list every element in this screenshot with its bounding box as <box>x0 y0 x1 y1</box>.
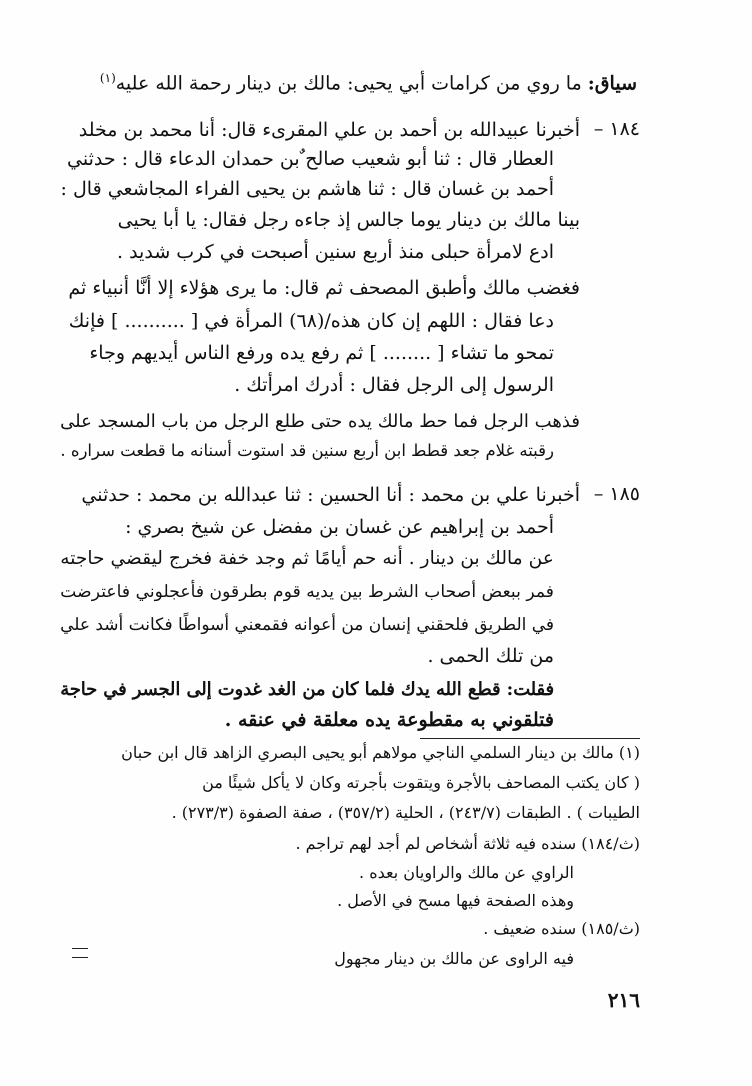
hadith-185-number: ١٨٥ – <box>593 483 640 505</box>
hadith-184-line-5: ادع لامرأة حبلى منذ أربع سنين أصبحت في كرب شديد . <box>117 241 554 263</box>
hadith-185-line-4: فمر ببعض أصحاب الشرط بين يديه قوم بطرقون فأعجلوني فاعترضت <box>60 582 554 602</box>
hadith-184-line-1: أخبرنا عبيدالله بن أحمد بن علي المقرىء قال: أنا محمد بن مخلد <box>78 119 580 141</box>
footnote-line-4: (ث/١٨٤) سنده فيه ثلاثة أشخاص لم أجد لهم تراجم . <box>295 834 640 853</box>
footnote-line-1: (١) مالك بن دينار السلمي الناجي مولاهم أبو يحيى البصري الزاهد قال ابن حبان <box>121 743 640 762</box>
footnote-line-6: وهذه الصفحة فيها مسح في الأصل . <box>337 891 574 910</box>
footnote-separator <box>420 738 640 739</box>
hadith-184-line-7: دعا فقال : اللهم إن كان هذه/(٦٨) المرأة في [ .......... ] فإنك <box>68 310 554 332</box>
hadith-184-number: ١٨٤ – <box>593 118 640 140</box>
heading-note-ref: (١) <box>99 71 116 85</box>
hadith-184-line-10: فذهب الرجل فما حط مالك يده حتى طلع الرجل من باب المسجد على <box>60 411 580 432</box>
hadith-185-line-8: فتلقوني به مقطوعة يده معلقة في عنقه . <box>224 709 554 731</box>
footnote-line-3: الطيبات ) . الطبقات (٢٤٣/٧) ، الحلية (٣٥٧/٢) ، صفة الصفوة (٢٧٣/٣) . <box>171 803 640 822</box>
heading-prefix: سياق: <box>587 72 637 95</box>
hadith-184-line-6: فغضب مالك وأطبق المصحف ثم قال: ما يرى هؤلاء إلا أنَّا أنبياء ثم <box>68 277 580 299</box>
heading-text: ما روي من كرامات أبي يحيى: مالك بن دينار رحمة الله عليه <box>115 72 588 95</box>
hadith-185-line-6: من تلك الحمى . <box>427 645 554 667</box>
page-number: ٢١٦ <box>607 988 640 1012</box>
hadith-185-line-3: عن مالك بن دينار . أنه حم أيامًا ثم وجد خفة فخرج ليقضي حاجته <box>60 548 554 569</box>
hadith-184-line-2: العطار قال : ثنا أبو شعيب صالح ٌبن حمدان الدعاء قال : حدثني <box>67 148 554 170</box>
footnote-line-2: ( كان يكتب المصاحف بالأجرة ويتقوت بأجرته وكان لا يأكل شيئًا من <box>202 773 640 792</box>
hadith-185-line-5: في الطريق فلحقني إنسان من أعوانه فقمعني أسواطًا فكانت أشد علي <box>60 615 554 635</box>
equals-mark <box>72 948 88 958</box>
hadith-185-line-7: فقلت: قطع الله يدك فلما كان من الغد غدوت إلى الجسر في حاجة <box>60 679 554 700</box>
hadith-184-line-8: تمحو ما تشاء [ ........ ] ثم رفع يده ورفع الناس أيديهم وجاء <box>89 342 554 364</box>
hadith-185-line-2: أحمد بن إبراهيم عن غسان بن مفضل عن شيخ بصري : <box>125 516 554 538</box>
footnote-line-7: (ث/١٨٥) سنده ضعيف . <box>483 919 640 938</box>
hadith-184-line-11: رقبته غلام جعد قطط ابن أربع سنين قد استوت أسنانه ما قطعت سراره . <box>60 441 554 460</box>
hadith-184-line-3: أحمد بن غسان قال : ثنا هاشم بن يحيى الفراء المجاشعي قال : <box>60 178 554 200</box>
footnote-line-8: فيه الراوى عن مالك بن دينار مجهول <box>334 949 574 968</box>
hadith-185-line-1: أخبرنا علي بن محمد : أنا الحسين : ثنا عبدالله بن محمد : حدثني <box>81 484 580 506</box>
hadith-184-line-4: بينا مالك بن دينار يوما جالس إذ جاءه رجل فقال: يا أبا يحيى <box>117 209 580 231</box>
footnote-line-5: الراوي عن مالك والراويان بعده . <box>359 863 574 882</box>
hadith-184-line-9: الرسول إلى الرجل فقال : أدرك امرأتك . <box>234 374 554 396</box>
section-heading <box>100 70 637 97</box>
